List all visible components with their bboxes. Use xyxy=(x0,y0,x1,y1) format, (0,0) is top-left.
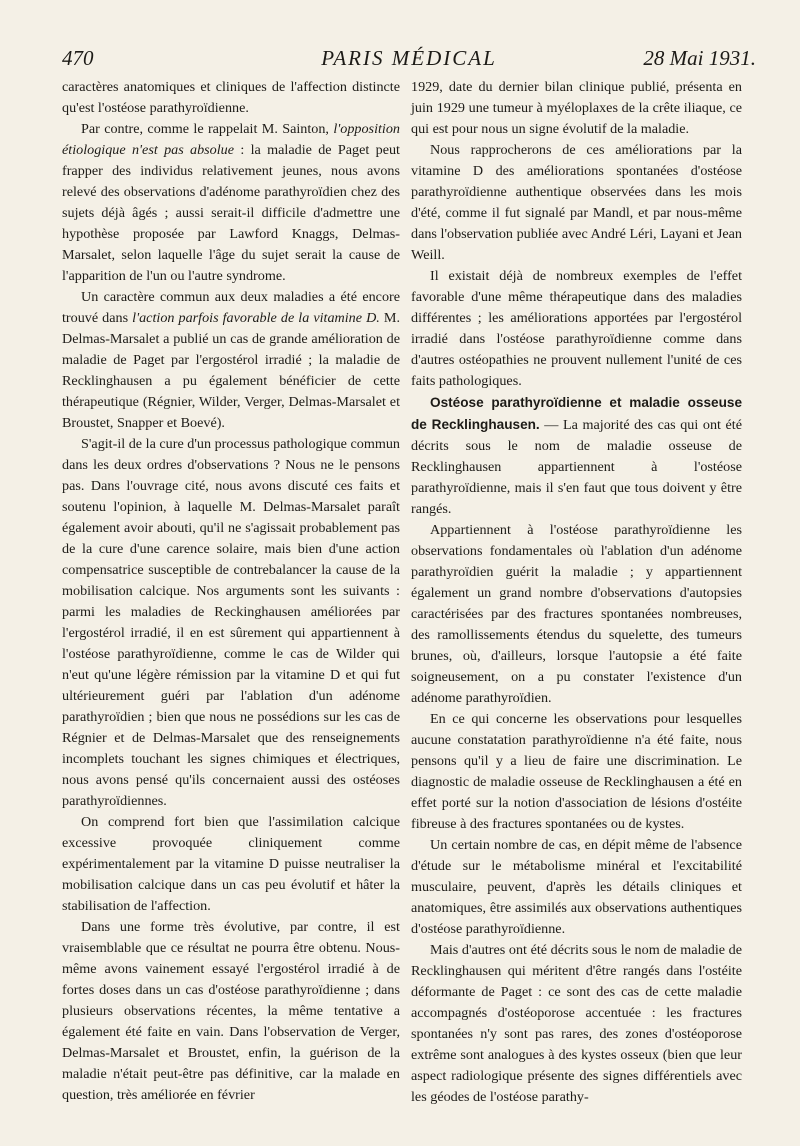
paragraph-text: : la maladie de Paget peut frapper des individus relativement jeunes, nous avons relevé des observations d'adénome parathyroïdien chez des sujets déjà âgés ; aussi serait-il difficile d'admettre une hypothèse proposée par Lawford Knaggs, Delmas-Marsalet, selon laquelle l'âge du sujet serait la cause de l'apparition de l'un ou l'autre syndrome. xyxy=(62,142,400,284)
paragraph-text: — La majorité des cas qui ont été décrits sous le nom de maladie osseuse de Recklinghausen appartiennent à l'ostéose parathyroïdienne, mais il s'en faut que tous doivent y être rangés. xyxy=(411,417,743,517)
emphasis-text: l'action parfois favorable de la vitamine D. xyxy=(132,310,380,326)
paragraph: Il existait déjà de nombreux exemples de l'effet favorable d'une même thérapeutique dans des maladies différentes ; les améliorations apportées par l'ergostérol irradié dans l'ostéose parathyroïdienne comme dans d'autres ostéopathies ne prouvent nullement l'unité de ces faits pathologiques. xyxy=(411,268,742,389)
paragraph: On comprend fort bien que l'assimilation calcique excessive provoquée cliniquement comme expérimentalement par la vitamine D puisse neutraliser la mobilisation calcique dans un cas peu évolutif et hâter la stabilisation de l'affection. xyxy=(62,814,400,914)
issue-date: 28 Mai 1931. xyxy=(643,46,756,70)
paragraph: S'agit-il de la cure d'un processus pathologique commun dans les deux ordres d'observations ? Nous ne le pensons pas. Dans l'ouvrage cité, nous avons discuté ces faits et soutenu l'opinion, à laquelle M. Delmas-Marsalet paraît également avoir abouti, qu'il ne s'agissait probablement pas de la cure d'une carence solaire, mais bien d'une action compensatrice susceptible de contrebalancer la cause de la mobilisation calcique. Nos arguments sont les suivants : parmi les maladies de Reckinghausen améliorées par l'ergostérol irradié, il en est sûrement qui appartiennent à l'ostéose parathyroïdienne, comme le cas de Wilder qui n'eut qu'une légère rémission par la vitamine D et qui fut ultérieurement guéri par l'ablation d'un adénome parathyroïdien ; bien que nous ne possédions sur les cas de Régnier et de Delmas-Marsalet que des renseignements incomplets touchant les signes chimiques et électriques, nous avons pensé qu'ils concernaient aussi des ostéoses parathyroïdiennes. xyxy=(62,436,400,809)
right-column xyxy=(411,77,742,1108)
paragraph: caractères anatomiques et cliniques de l'affection distincte qu'est l'ostéose parathyroïdienne. xyxy=(62,79,400,116)
paragraph-text: Par contre, comme le rappelait M. Sainton, xyxy=(81,121,334,137)
paragraph: Nous rapprocherons de ces améliorations par la vitamine D des améliorations spontanées d'ostéose parathyroïdienne authentique observées dans les mois d'été, comme il fut signalé par Mandl, et par nous-même dans l'observation publiée avec André Léri, Layani et Jean Weill. xyxy=(411,142,742,263)
paragraph: Mais d'autres ont été décrits sous le nom de maladie de Recklinghausen qui méritent d'être rangés dans l'ostéite déformante de Paget : ce sont des cas de cette maladie accompagnés d'ostéoporose accentuée : les fractures spontanées n'y sont pas rares, des zones d'ostéoporose extrême sont analogues à des kystes osseux (bien que leur aspect radiologique présente des signes différentiels avec les géodes de l'ostéose parathy- xyxy=(411,942,742,1105)
running-header xyxy=(62,46,756,76)
paragraph xyxy=(62,287,400,434)
paragraph: Dans une forme très évolutive, par contre, il est vraisemblable que ce résultat ne pourra être obtenu. Nous-même avons vainement essayé l'ergostérol irradié à de fortes doses dans un cas d'ostéose parathyroïdienne ; dans plusieurs observations récentes, la même tentative a également été faite en vain. Dans l'observation de Verger, Delmas-Marsalet et Broustet, enfin, la guérison de la maladie n'était peut-être pas définitive, car la malade en question, très améliorée en février xyxy=(62,919,400,1103)
page-number: 470 xyxy=(62,46,94,70)
paragraph: Un certain nombre de cas, en dépit même de l'absence d'étude sur le métabolisme minéral et l'excitabilité musculaire, peuvent, d'après les détails cliniques et anatomiques, être assimilés aux observations authentiques d'ostéose parathyroïdienne. xyxy=(411,837,742,937)
paragraph: En ce qui concerne les observations pour lesquelles aucune constatation parathyroïdienne n'a été faite, nous pensons qu'il y a lieu de faire une discrimination. Le diagnostic de maladie osseuse de Recklinghausen a été en effet porté sur la notion d'association de lésions d'ostéite fibreuse à des fractures spontanées ou de kystes. xyxy=(411,711,742,832)
paragraph-text: M. Delmas-Marsalet a publié un cas de grande amélioration de maladie de Paget par l'ergostérol irradié ; la maladie de Recklinghausen a pu également bénéficier de cette thérapeutique (Régnier, Wilder, Verger, Delmas-Marsalet et Broustet, Snapper et Boevé). xyxy=(62,310,400,431)
emphasis-text: l'opposition étiologique n'est pas absolue xyxy=(62,121,400,158)
paragraph: 1929, date du dernier bilan clinique publié, présenta en juin 1929 une tumeur à myéloplaxes de la crête iliaque, ce qui est pour nous un signe évolutif de la maladie. xyxy=(411,79,742,137)
paragraph xyxy=(411,392,742,520)
paragraph: Appartiennent à l'ostéose parathyroïdienne les observations fondamentales où l'ablation d'un adénome parathyroïdien guérit la maladie ; y appartiennent également un grand nombre d'observations d'autopsies caractérisées par des fractures spontanées nombreuses, des ramollissements étendus du squelette, des tumeurs brunes, où, d'ailleurs, lorsque l'autopsie a été faite soigneusement, on a pu constater l'existence d'un adénome parathyroïdien. xyxy=(411,522,742,706)
journal-title: PARIS MÉDICAL xyxy=(321,46,497,70)
paragraph xyxy=(62,119,400,287)
left-column xyxy=(62,77,400,1106)
section-heading: Ostéose parathyroïdienne et maladie osseuse de Recklinghausen. xyxy=(411,395,742,432)
paragraph-text: Un caractère commun aux deux maladies a été encore trouvé dans xyxy=(62,289,400,326)
